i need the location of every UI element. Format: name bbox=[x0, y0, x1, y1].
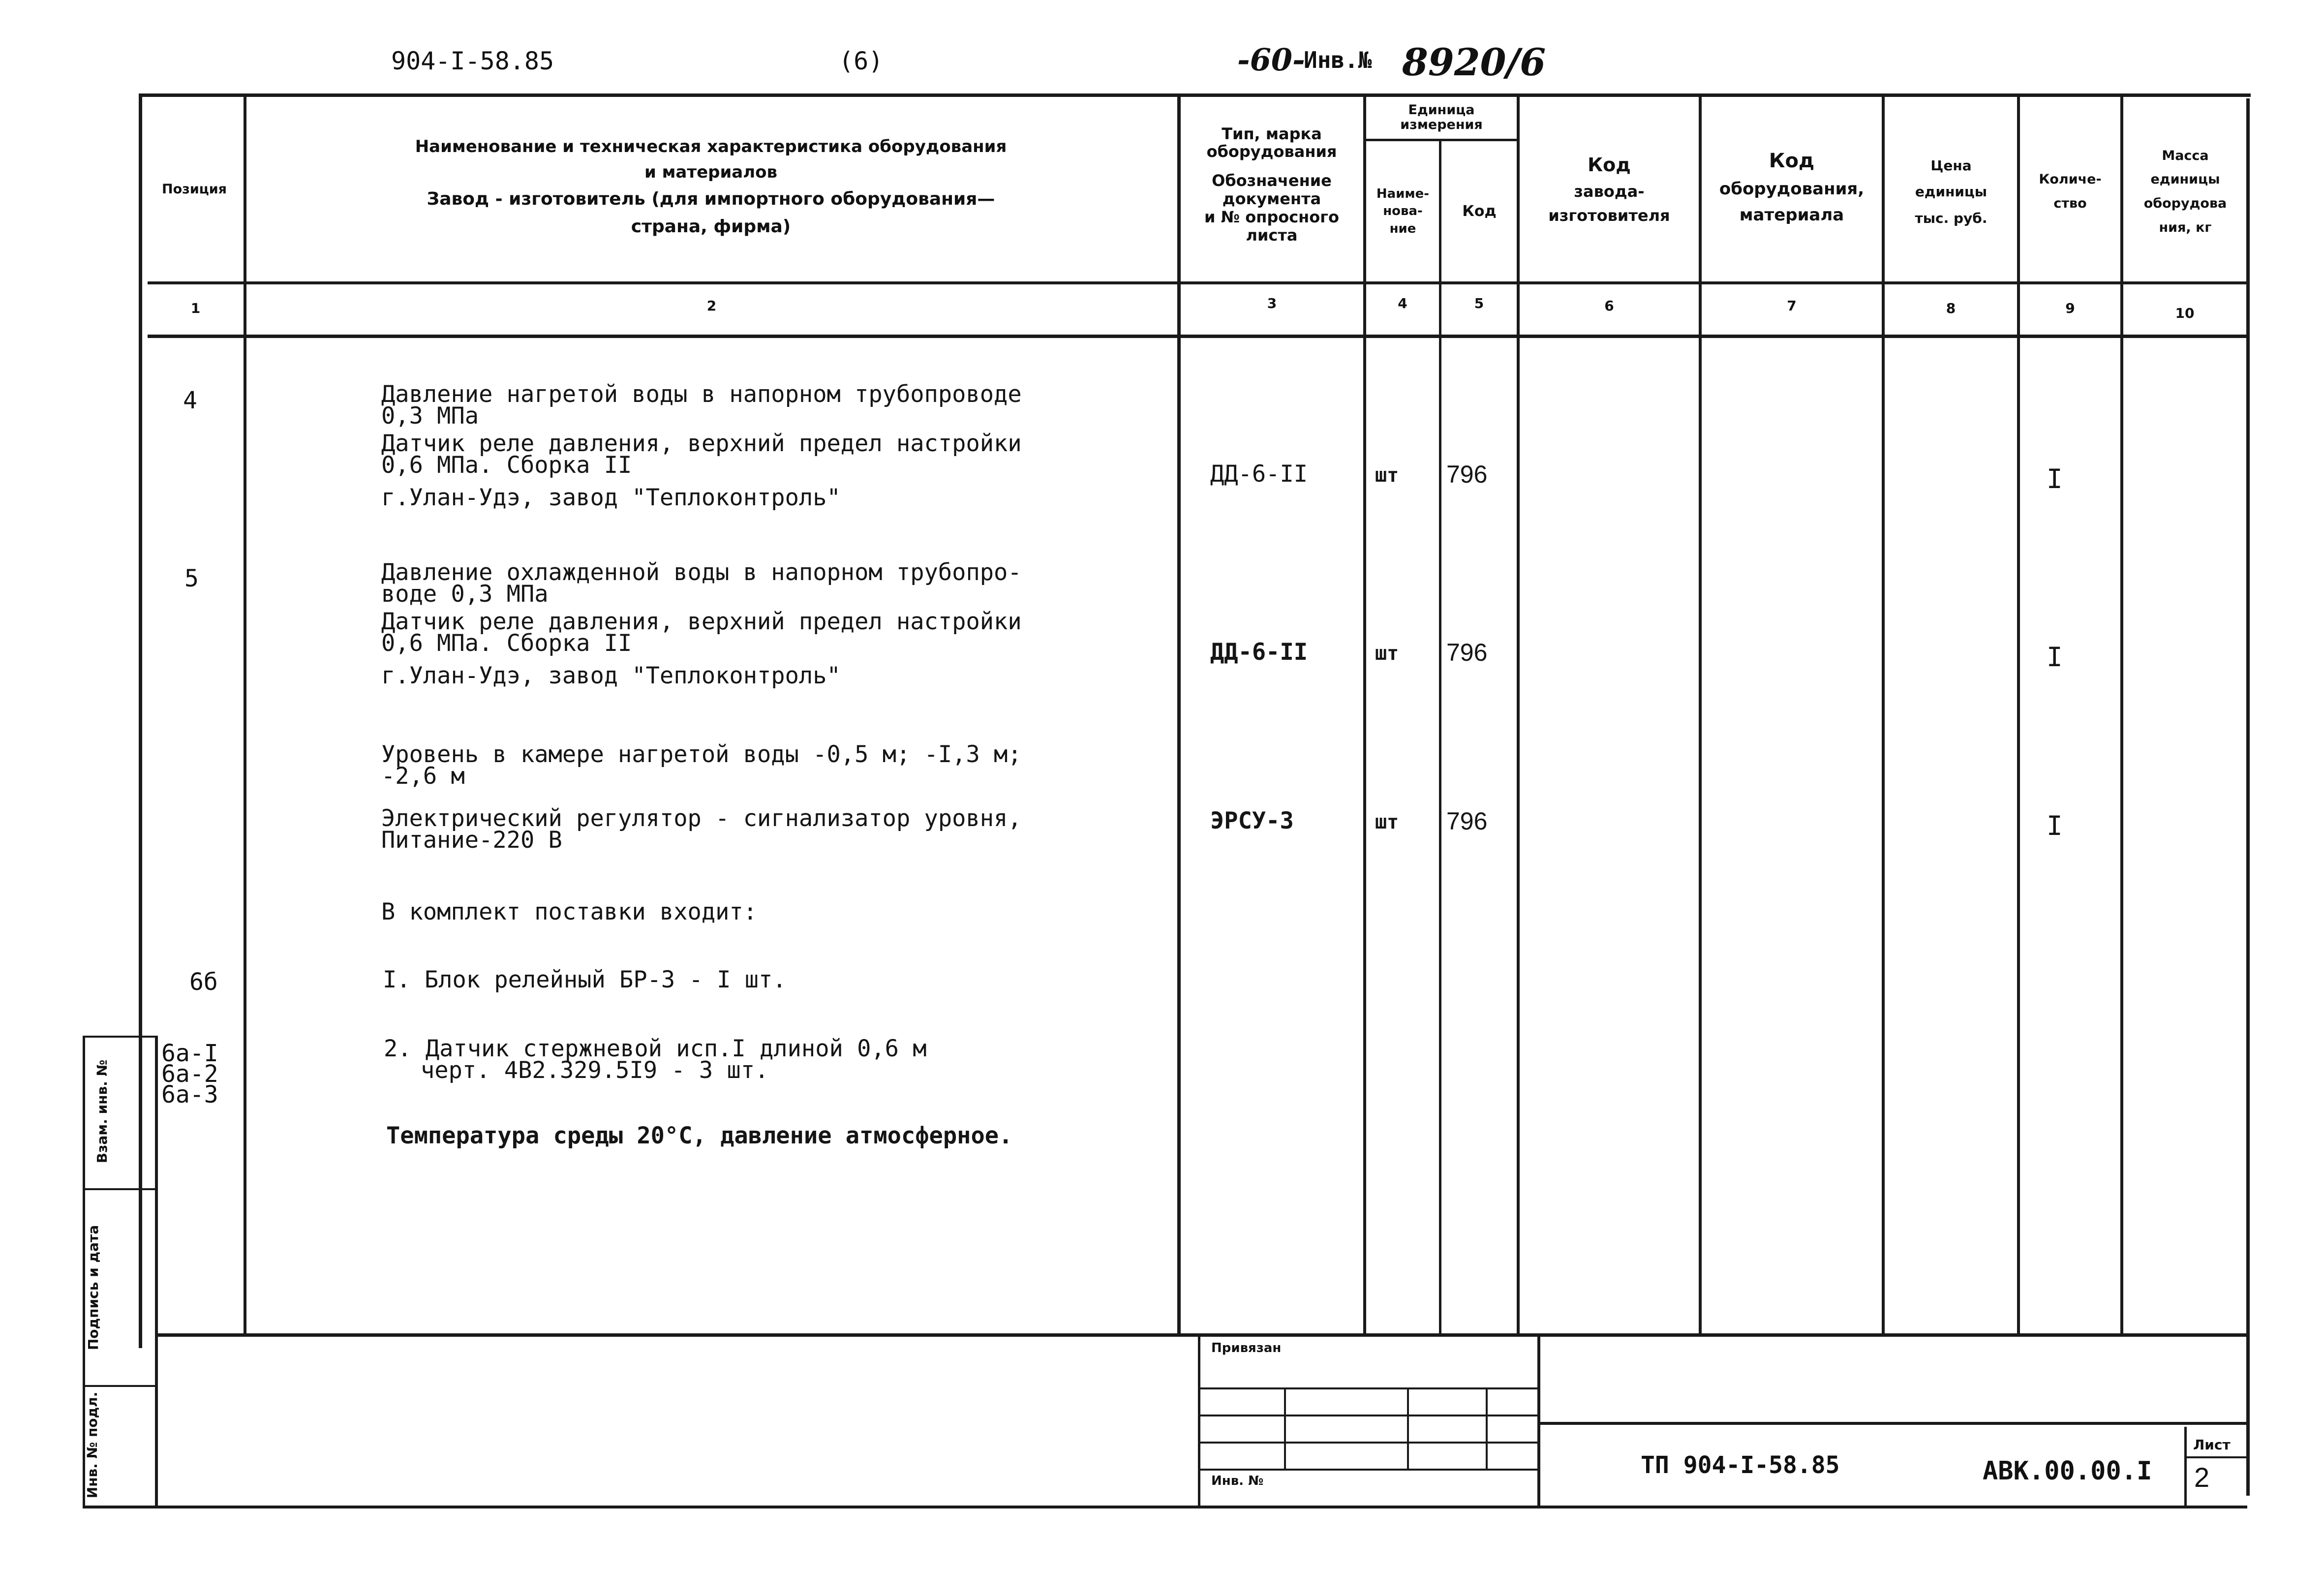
column-number: 2 bbox=[706, 298, 717, 314]
header-position: Позиция bbox=[161, 181, 227, 197]
row-unit-code: 796 bbox=[1446, 461, 1488, 488]
kit-title: В комплект поставки входит: bbox=[381, 898, 758, 925]
row-description: Давление охлажденной воды в напорном трубопро- воде 0,3 МПа Датчик реле давления, верхний предел настройки 0,6 МПа. Сборка II г.Улан-Удэ, завод "Теплоконтроль" bbox=[381, 559, 1022, 689]
column-number: 10 bbox=[2175, 305, 2195, 321]
environment-note: Температура среды 20°С, давление атмосферное. bbox=[386, 1122, 1013, 1149]
header-quantity: Количе- ство bbox=[2039, 172, 2102, 211]
column-number: 7 bbox=[1787, 298, 1797, 314]
row-quantity: I bbox=[2047, 642, 2063, 673]
header-unit-code: Код bbox=[1462, 202, 1497, 220]
page-marker: (6) bbox=[839, 47, 884, 75]
header-factory-code: Код завода- изготовителя bbox=[1548, 154, 1670, 225]
row-type: ДД-6-II bbox=[1210, 639, 1308, 666]
column-number: 6 bbox=[1604, 298, 1614, 314]
row-unit-code: 796 bbox=[1446, 807, 1488, 835]
column-number: 9 bbox=[2065, 300, 2075, 316]
row-quantity: I bbox=[2047, 810, 2063, 841]
stamp-sheet-number: 2 bbox=[2194, 1462, 2210, 1493]
row-position: 6а-I 6а-2 6а-3 bbox=[161, 1040, 218, 1108]
side-label: Взам. инв. № bbox=[94, 1059, 110, 1164]
row-position: 4 bbox=[183, 387, 197, 414]
header-mass: Масса единицы оборудова ния, кг bbox=[2143, 148, 2227, 235]
row-position: 6б bbox=[189, 968, 218, 996]
row-unit-code: 796 bbox=[1446, 639, 1488, 666]
side-label: Инв. № подл. bbox=[84, 1391, 100, 1499]
inventory-number: 8920/6 bbox=[1402, 40, 1546, 84]
stamp-project-code: ТП 904-I-58.85 bbox=[1641, 1451, 1840, 1479]
kit-item: I. Блок релейный БР-3 - I шт. bbox=[383, 966, 787, 993]
row-position: 5 bbox=[184, 565, 199, 592]
column-number: 3 bbox=[1267, 295, 1277, 311]
column-number: 4 bbox=[1398, 295, 1407, 311]
stamp-attached-label: Привязан bbox=[1211, 1341, 1282, 1355]
column-number: 5 bbox=[1474, 295, 1484, 311]
row-quantity: I bbox=[2047, 463, 2063, 494]
row-unit: шт bbox=[1375, 811, 1399, 833]
header-unit-group: Единица измерения bbox=[1400, 102, 1483, 132]
sheet-number: -60- bbox=[1237, 42, 1305, 78]
doc-code: 904-I-58.85 bbox=[391, 47, 554, 75]
header-equipment-code: Код оборудования, материала bbox=[1719, 150, 1865, 225]
side-label: Подпись и дата bbox=[85, 1225, 101, 1351]
row-description: Уровень в камере нагретой воды -0,5 м; -I,3 м; -2,6 м Электрический регулятор - сигнализатор уровня, Питание-220 В bbox=[381, 741, 1022, 854]
header-type: Тип, марка оборудования Обозначение документа и № опросного листа bbox=[1204, 124, 1339, 245]
row-unit: шт bbox=[1375, 464, 1399, 487]
column-number: 8 bbox=[1946, 300, 1956, 316]
header-price: Цена единицы тыс. руб. bbox=[1915, 157, 1988, 226]
kit-item: 2. Датчик стержневой исп.I длиной 0,6 м черт. 4В2.329.5I9 - 3 шт. bbox=[384, 1035, 927, 1084]
stamp-sheet-label: Лист bbox=[2193, 1437, 2231, 1453]
stamp-inventory-label: Инв. № bbox=[1211, 1474, 1264, 1488]
row-unit: шт bbox=[1375, 642, 1399, 665]
header-unit-name: Наиме- нова- ние bbox=[1376, 186, 1430, 236]
row-description: Давление нагретой воды в напорном трубопроводе 0,3 МПа Датчик реле давления, верхний предел настройки 0,6 МПа. Сборка II г.Улан-Удэ, завод "Теплоконтроль" bbox=[381, 381, 1022, 511]
row-type: ДД-6-II bbox=[1210, 461, 1308, 488]
column-number: 1 bbox=[190, 300, 201, 316]
header-name: Наименование и техническая характеристика оборудования и материалов Завод - изготовитель (для импортного оборудования— страна, фирма) bbox=[415, 136, 1007, 237]
row-type: ЭРСУ-3 bbox=[1210, 807, 1294, 834]
stamp-document-code: АВК.00.00.I bbox=[1983, 1456, 2152, 1486]
inventory-label: Инв.№ bbox=[1304, 47, 1372, 73]
